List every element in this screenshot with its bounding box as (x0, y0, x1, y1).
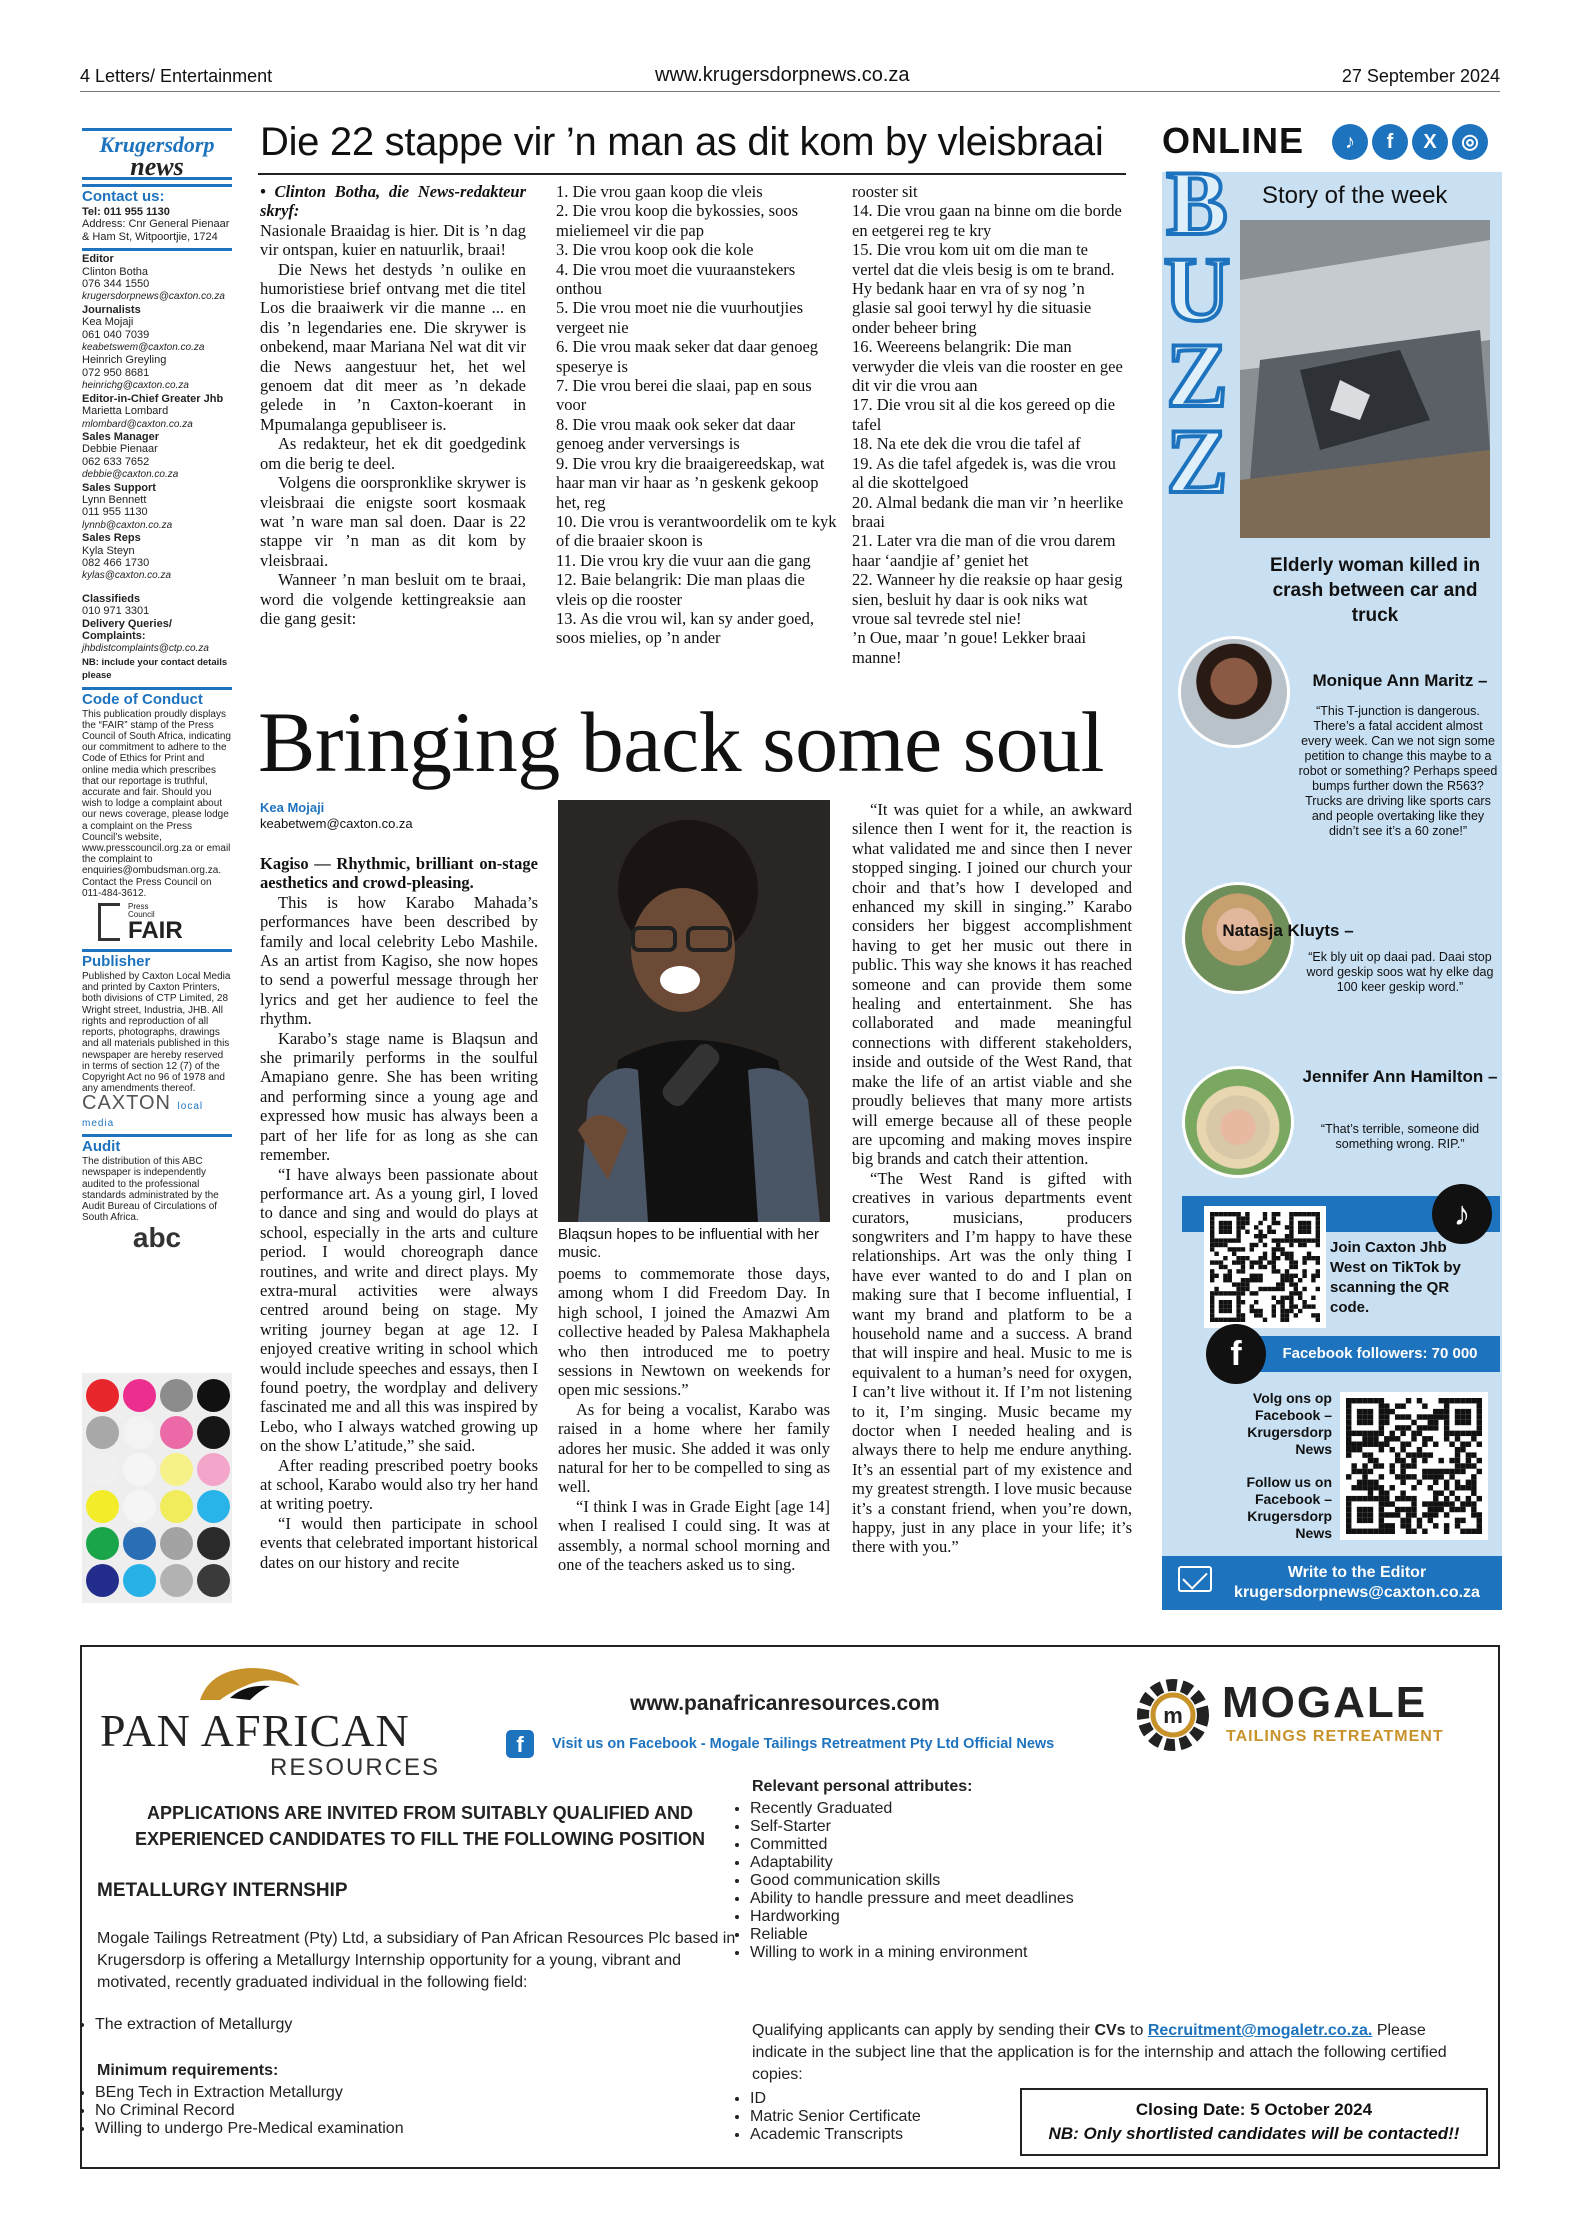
facebook-icon[interactable]: f (1206, 1324, 1266, 1384)
facebook-icon[interactable]: f (506, 1730, 534, 1758)
logo-top: Krugersdorp (99, 132, 215, 157)
recruitment-email-link[interactable]: Recruitment@mogaletr.co.za. (1147, 2022, 1373, 2039)
colour-swatch (86, 1564, 119, 1597)
colour-registration-swatches (82, 1373, 232, 1603)
colour-swatch (86, 1416, 119, 1449)
apply-instructions: Qualifying applicants can apply by sending their CVs to Recruitment@mogaletr.co.za. Please indicate in the subject line that the application is for the internship and attach the following certified copies: (752, 2022, 1447, 2083)
list-item: • Willing to undergo Pre-Medical examination (95, 2120, 735, 2138)
code-of-conduct-heading: Code of Conduct (82, 687, 232, 709)
list-item: 13. As die vrou wil, kan sy ander goed, soos mielies, op ’n ander (556, 608, 814, 648)
x-icon[interactable]: X (1412, 124, 1448, 160)
colour-swatch (197, 1453, 230, 1486)
resources-label: RESOURCES (270, 1754, 441, 1781)
list-item: 15. Die vrou kom uit om die man te vertel dat die vleis besig is om te brand. Hy bedank haar en vra of sy nog ’n glasie sal gooi terwyl hy die situasie onder beheer bring (852, 240, 1115, 337)
copies-list (750, 2090, 1010, 2144)
list-item: • Committed (750, 1836, 1450, 1854)
colour-swatch (86, 1490, 119, 1523)
list-item: 7. Die vrou berei die slaai, pap en sous voor (556, 376, 812, 415)
story-title[interactable]: Elderly woman killed in crash between car and truck (1269, 555, 1481, 626)
list-item: 8. Die vrou maak ook seker dat daar genoeg ander verversings is (556, 414, 796, 454)
issue-date: 27 September 2024 (1341, 66, 1500, 86)
editor-email[interactable]: krugersdorpnews@caxton.co.za (1234, 1584, 1480, 1601)
instagram-icon[interactable]: ◎ (1452, 124, 1488, 160)
write-to-editor-title: Write to the Editor (1287, 1564, 1427, 1581)
colour-swatch (86, 1379, 119, 1412)
min-requirements-heading: Minimum requirements: (97, 2062, 279, 2079)
article2-headline: Bringing back some soul (258, 694, 1105, 790)
colour-swatch (160, 1453, 193, 1486)
list-item: 5. Die vrou moet nie die vuurhoutjies vergeet nie (556, 298, 803, 337)
closing-date: Closing Date: 5 October 2024 (1135, 2100, 1373, 2119)
pan-african-name: PAN AFRICAN (100, 1705, 410, 1756)
colour-swatch (197, 1564, 230, 1597)
contact-heading: Contact us: (82, 184, 232, 206)
colour-swatch (123, 1416, 156, 1449)
list-item: 20. Almal bedank die man vir ’n heerlike braai (852, 492, 1124, 531)
paragraph: As for being a vocalist, Karabo was raised in a home where her family adores her music. She added it was only natural for her to be compelled to sing as well. (558, 1399, 830, 1497)
publisher-text: Published by Caxton Local Media and printed by Caxton Printers, both divisions of CTP Limited, 28 Wright street, Industria, JHB. All rights and reproduction of all reports, photographs, drawings and all materials published in this newspaper are hereby reserved in terms of section 12 (7) of the Copyright Act no 96 of 1978 and any amendments thereof. (82, 971, 231, 1095)
crash-photo[interactable] (1240, 220, 1490, 538)
list-item: 22. Wanneer hy die reaksie op haar gesig sien, besluit hy daar is ook niks wat vroue sal tevrede stel nie! (852, 570, 1123, 628)
list-item: 16. Weereens belangrik: Die man verwyder die vleis van die rooster en gee dit vir die vrou aan (852, 337, 1123, 396)
headline-rule (258, 173, 1126, 175)
tiktok-icon[interactable]: ♪ (1332, 124, 1368, 160)
paragraph: “The West Rand is gifted with creatives in various departments event curators, musicians, producers songwriters and I’m happy to have these relationships. Art was the only thing I have ever wanted to do and I plan on making sure that I become influential, I want my brand and platform to be a household name and a success. A brand that will inspire and heal. Music to me is equivalent to a human’s need for oxygen, I can’t live without it. If I’m not listening to it, I’m singing. Music became my doctor when I needed healing and is always there to help me endure anything. It’s an essential part of my existence and my greatest strength. I love music because it’s a constant friend, when you’re down, happy, just in any place in your life; it’s there with you.” (852, 1168, 1132, 1557)
article1-headline: Die 22 stappe vir ’n man as dit kom by vleisbraai (260, 120, 1104, 164)
list-item: 4. Die vrou moet die vuuraanstekers onthou (556, 259, 796, 299)
paragraph: Wanneer ’n man besluit om te braai, word die volgende kettingreaksie aan die gang gesit: (260, 570, 526, 628)
commenter-name: Jennifer Ann Hamilton – (1302, 1067, 1498, 1086)
article2-lead: Kagiso — Rhythmic, brilliant on-stage aesthetics and crowd-pleasing. (260, 854, 538, 893)
comment-text: “This T-junction is dangerous. There’s a fatal accident almost every week. Can we not sign some petition to change this maybe to a robot or something? Perhaps speed bumps further down the R563? Trucks are driving like sports cars and people overtaking like they didn’t see it’s a 60 zone!” (1298, 704, 1498, 838)
paragraph: Volgens die oorspronklike skrywer is vleisbraai die enigste soort kosmaak wat ’n ware man sal doen. Daar is 22 stappe vir ’n man as dit kom by vleisbraai. (260, 473, 526, 570)
colour-swatch (123, 1527, 156, 1560)
colour-swatch (86, 1453, 119, 1486)
pan-african-website[interactable]: www.panafricanresources.com (630, 1692, 940, 1715)
staff-entry: Heinrich Greyling 072 950 8681 heinrichg@caxton.co.za (82, 354, 189, 392)
paragraph: “I would then participate in school events that celebrated important historical dates on our history and recite (260, 1513, 538, 1572)
commenter-name: Natasja Kluyts – (1222, 921, 1354, 940)
photo-caption: Blaqsun hopes to be influential with her music. (558, 1226, 820, 1261)
staff-entry: Sales Manager Debbie Pienaar 062 633 7652 debbie@caxton.co.za (82, 430, 179, 481)
list-item: 1. Die vrou gaan koop die vleis (556, 182, 763, 201)
list-item: • Matric Senior Certificate (750, 2108, 1010, 2126)
comment-text: “That’s terrible, someone did something wrong. RIP.” (1320, 1122, 1480, 1151)
audit-text: The distribution of this ABC newspaper is independently audited to the professional standards administrated by the Audit Bureau of Circulations of South Africa. (82, 1156, 219, 1224)
colour-swatch (197, 1379, 230, 1412)
attributes-list (750, 1800, 1450, 1962)
colour-swatch (123, 1379, 156, 1412)
section-label: 4 Letters/ Entertainment (80, 66, 273, 86)
facebook-qr-code[interactable] (1340, 1392, 1488, 1540)
colour-swatch (160, 1379, 193, 1412)
colour-swatch (160, 1564, 193, 1597)
article2-column-3 (852, 800, 1132, 1557)
paragraph: “It was quiet for a while, an awkward silence then I went for it, the reaction is what validated me and since then I never stopped singing. I joined our church your choir and that’s how I developed and enhanced my skill in singing.” Karabo considers her biggest accomplishment having to get her music out there in public. This way she knows it has reached someone and can provide them some healing and entertainment. She has collaborated and made meaningful connections with different stakeholders, inside and outside of the West Rand, that make the life of an artist viable and she proudly believes that many more artists will emerge because all of these people are upcoming and making moves inspire big brands and catch their attention. (852, 800, 1132, 1169)
facebook-link[interactable]: Visit us on Facebook - Mogale Tailings Retreatment Pty Ltd Official News (552, 1736, 1055, 1752)
advert-intro: Mogale Tailings Retreatment (Pty) Ltd, a subsidiary of Pan African Resources Plc based in Krugersdorp is offering a Metallurgy Internship opportunity for a young, vibrant and motivated, recently graduated individual in the following field: (97, 1930, 736, 1991)
author-email[interactable]: keabetwem@caxton.co.za (260, 816, 413, 831)
pan-african-logo (100, 1662, 441, 1781)
list-item: 17. Die vrou sit al die kos gereed op die tafel (852, 395, 1116, 434)
list-item: • Good communication skills (750, 1872, 1450, 1890)
colour-swatch (160, 1490, 193, 1523)
contact-tel: Tel: 011 955 1130 (82, 206, 170, 218)
paragraph: Die News het destyds ’n oulike en humoristiese brief ontvang met die titel Los die braaiwerk vir die manne ... en dis ’n legendaries ene. Die skrywer is onbekend, maar Mariana Nel wat dit vir die News aangestuur het, het wel genoem dat dit meer as ’n dekade gelede in ’n Caxton-koerant in Mpumalanga gepubliseer is. (260, 259, 526, 434)
staff-entry: Editor-in-Chief Greater Jhb Marietta Lombard mlombard@caxton.co.za (82, 392, 224, 430)
mogale-logo (1130, 1676, 1490, 1756)
list-item: 18. Na ete dek die vrou die tafel af (852, 434, 1081, 454)
mail-icon (1178, 1566, 1212, 1592)
list-item: • The extraction of Metallurgy (95, 2016, 735, 2034)
colour-swatch (123, 1453, 156, 1486)
facebook-icon[interactable]: f (1372, 124, 1408, 160)
page-header (80, 64, 1500, 92)
list-item: rooster sit (852, 182, 918, 201)
article2-column-1 (260, 854, 538, 1572)
article2-column-2 (558, 1264, 830, 1575)
facebook-followers: Facebook followers: 70 000 (1240, 1336, 1500, 1372)
colour-swatch (160, 1527, 193, 1560)
colour-swatch (123, 1564, 156, 1597)
classifieds-block: Classifieds 010 971 3301 Delivery Queries/ Complaints: jhbdistcomplaints@ctp.co.za NB: include your contact details please (82, 592, 228, 682)
colour-swatch (86, 1527, 119, 1560)
colour-swatch (160, 1416, 193, 1449)
list-item: • Self-Starter (750, 1818, 1450, 1836)
closing-date-box (1020, 2088, 1488, 2156)
list-item: • Recently Graduated (750, 1800, 1450, 1818)
author-name: Kea Mojaji (260, 800, 325, 815)
list-item: • Adaptability (750, 1854, 1450, 1872)
list-item: • No Criminal Record (95, 2102, 735, 2120)
list-item: • Academic Transcripts (750, 2126, 1010, 2144)
article2-byline (260, 800, 413, 832)
list-item: ’n Oue, maar ’n goue! Lekker braai manne! (852, 628, 1087, 667)
colour-swatch (197, 1416, 230, 1449)
mogale-subtitle: TAILINGS RETREATMENT (1226, 1728, 1444, 1745)
website-url[interactable]: www.krugersdorpnews.co.za (655, 64, 910, 86)
paragraph: This is how Karabo Mahada’s performances have been described by family and local celebrity Lebo Mashile. As an artist from Kagiso, she now hopes to send a powerful message through her lyrics and get her audience to feel the rhythm. (260, 892, 538, 1029)
list-item: • Ability to handle pressure and meet deadlines (750, 1890, 1450, 1908)
list-item: 3. Die vrou koop ook die kole (556, 240, 754, 260)
mogale-name: MOGALE (1222, 1678, 1428, 1727)
paragraph: “I think I was in Grade Eight [age 14] when I realised I could sing. It was at assembly, a normal school morning and one of the teachers asked us to sing. (558, 1496, 830, 1575)
staff-entry: Sales Reps Kyla Steyn 082 466 1730 kylas@caxton.co.za (82, 532, 172, 582)
tiktok-join-text: Join Caxton Jhb West on TikTok by scanning the QR code. (1330, 1239, 1461, 1316)
follow-us-text: Follow us on Facebook – Krugersdorp News (1246, 1474, 1332, 1541)
article1-column-1 (260, 182, 526, 628)
article1-column-2 (556, 182, 838, 648)
min-requirements-list (95, 2084, 735, 2138)
colour-swatch (197, 1490, 230, 1523)
abc-logo: abc (132, 1222, 182, 1254)
article1-column-3 (852, 182, 1126, 667)
paragraph: poems to commemorate those days, among whom I did Freedom Day. In high school, I joined the Amazwi Am collective headed by Palesa Makhaphela who then introduced me to poetry sessions in Newtown on weekends for open mic sessions.” (558, 1264, 830, 1400)
blaqsun-photo (558, 800, 830, 1222)
list-item: 2. Die vrou koop die bykossies, soos mieliemeel vir die pap (556, 201, 798, 240)
paragraph: “I have always been passionate about performance art. As a young girl, I loved to dance and sing and would do plays at school, especially in the arts and culture period. I would choreograph dance routines, and write and direct plays. My extra-mural activities were always centred around being on stage. My writing journey began at age 12. I enjoyed creative writing in school which would include speeches and essays, then I found poetry, the wordplay and delivery fascinated me and all this was inspired by Lebo, who I always watched growing up on the show L’atitude,” she said. (260, 1164, 538, 1456)
attributes-heading: Relevant personal attributes: (752, 1778, 973, 1795)
paragraph: As redakteur, het ek dit goedgedink om die berig te deel. (260, 434, 526, 473)
applications-invited: APPLICATIONS ARE INVITED FROM SUITABLY QUALIFIED AND EXPERIENCED CANDIDATES TO FILL THE FOLLOWING POSITION (134, 1803, 706, 1849)
commenter-name: Monique Ann Maritz – (1312, 671, 1488, 690)
avatar (1178, 636, 1290, 748)
list-item: 12. Baie belangrik: Die man plaas die vleis op die rooster (556, 570, 805, 609)
write-to-editor-box[interactable] (1162, 1556, 1502, 1610)
online-label: ONLINE (1162, 120, 1305, 161)
position-title: METALLURGY INTERNSHIP (97, 1880, 348, 1901)
list-item: 19. As die tafel afgedek is, was die vrou al die skottelgoed (852, 453, 1116, 493)
press-council-fair-logo: Press Council FAIR (98, 903, 232, 945)
staff-list (82, 248, 232, 583)
comment-text: “Ek bly uit op daai pad. Daai stop word geskip soos wat hy elke dag 100 keer geskip word.” (1306, 950, 1494, 994)
staff-entry: Journalists Kea Mojaji 061 040 7039 keabetswem@caxton.co.za (82, 303, 205, 354)
list-item: • Hardworking (750, 1908, 1450, 1926)
staff-entry: Editor Clinton Botha 076 344 1550 krugersdorpnews@caxton.co.za (82, 253, 225, 303)
svg-text:m: m (1163, 1703, 1183, 1728)
code-of-conduct-text: This publication proudly displays the “FAIR” stamp of the Press Council of South Africa, indicating our commitment to adhere to the Code of Ethics for Print and online media which prescribes that our reportage is truthful, accurate and fair. Should you wish to lodge a complaint about our news coverage, please lodge a complaint on the Press Council’s website, www.presscouncil.org.za or email the complaint to enquiries@ombudsman.org.za. Contact the Press Council on 011-484-3612. (82, 708, 231, 899)
list-item: 21. Later vra die man of die vrou darem haar ‘aandjie af’ geniet het (852, 531, 1116, 570)
list-item: • Willing to work in a mining environment (750, 1944, 1450, 1962)
tiktok-icon[interactable]: ♪ (1432, 1184, 1492, 1244)
masthead-column (82, 128, 232, 1593)
audit-heading: Audit (82, 1134, 232, 1156)
paragraph: After reading prescribed poetry books at school, Karabo would also try her hand at writing poetry. (260, 1455, 538, 1514)
list-item: 11. Die vrou kry die vuur aan die gang (556, 550, 811, 570)
avatar (1182, 1066, 1294, 1178)
list-item: • ID (750, 2090, 1010, 2108)
list-item: • Reliable (750, 1926, 1450, 1944)
buzz-title: B U Z Z (1163, 152, 1231, 512)
krugersdorp-news-logo (82, 128, 232, 180)
paragraph: Nasionale Braaidag is hier. Dit is ’n dag vir ontspan, kuier en natuurlik, braai! (260, 220, 526, 260)
article1-intro-byline: • Clinton Botha, die News-redakteur skryf: (260, 182, 526, 221)
staff-entry: Sales Support Lynn Bennett 011 955 1130 lynnb@caxton.co.za (82, 481, 173, 531)
list-item: 14. Die vrou gaan na binne om die borde en eetgerei reg te kry (852, 201, 1122, 240)
shortlist-note: NB: Only shortlisted candidates will be contacted!! (1048, 2124, 1460, 2143)
volg-ons-text: Volg ons op Facebook – Krugersdorp News (1247, 1390, 1332, 1457)
caxton-logo: CAXTON local media (82, 1092, 204, 1129)
colour-swatch (197, 1527, 230, 1560)
paragraph: Karabo’s stage name is Blaqsun and she primarily performs in the soulful Amapiano genre. She has been writing and performing since a young age and expressed how music has always been a part of her life for as long as she can remember. (260, 1028, 538, 1165)
contact-address: Address: Cnr General Pienaar & Ham St, Witpoortjie, 1724 (82, 218, 230, 243)
story-of-week-label: Story of the week (1262, 182, 1448, 209)
list-item: 6. Die vrou maak seker dat daar genoeg speserye is (556, 337, 819, 376)
tiktok-qr-code[interactable] (1204, 1206, 1326, 1328)
colour-swatch (123, 1490, 156, 1523)
list-item: 9. Die vrou kry die braaigereedskap, wat haar man vir haar as ’n geskenk gekoop het, reg (556, 453, 825, 512)
list-item: • BEng Tech in Extraction Metallurgy (95, 2084, 735, 2102)
publisher-heading: Publisher (82, 949, 232, 971)
field-list (95, 2016, 735, 2034)
list-item: 10. Die vrou is verantwoordelik om te kyk of die braaier skoon is (556, 511, 837, 551)
logo-bottom: news (130, 152, 184, 181)
